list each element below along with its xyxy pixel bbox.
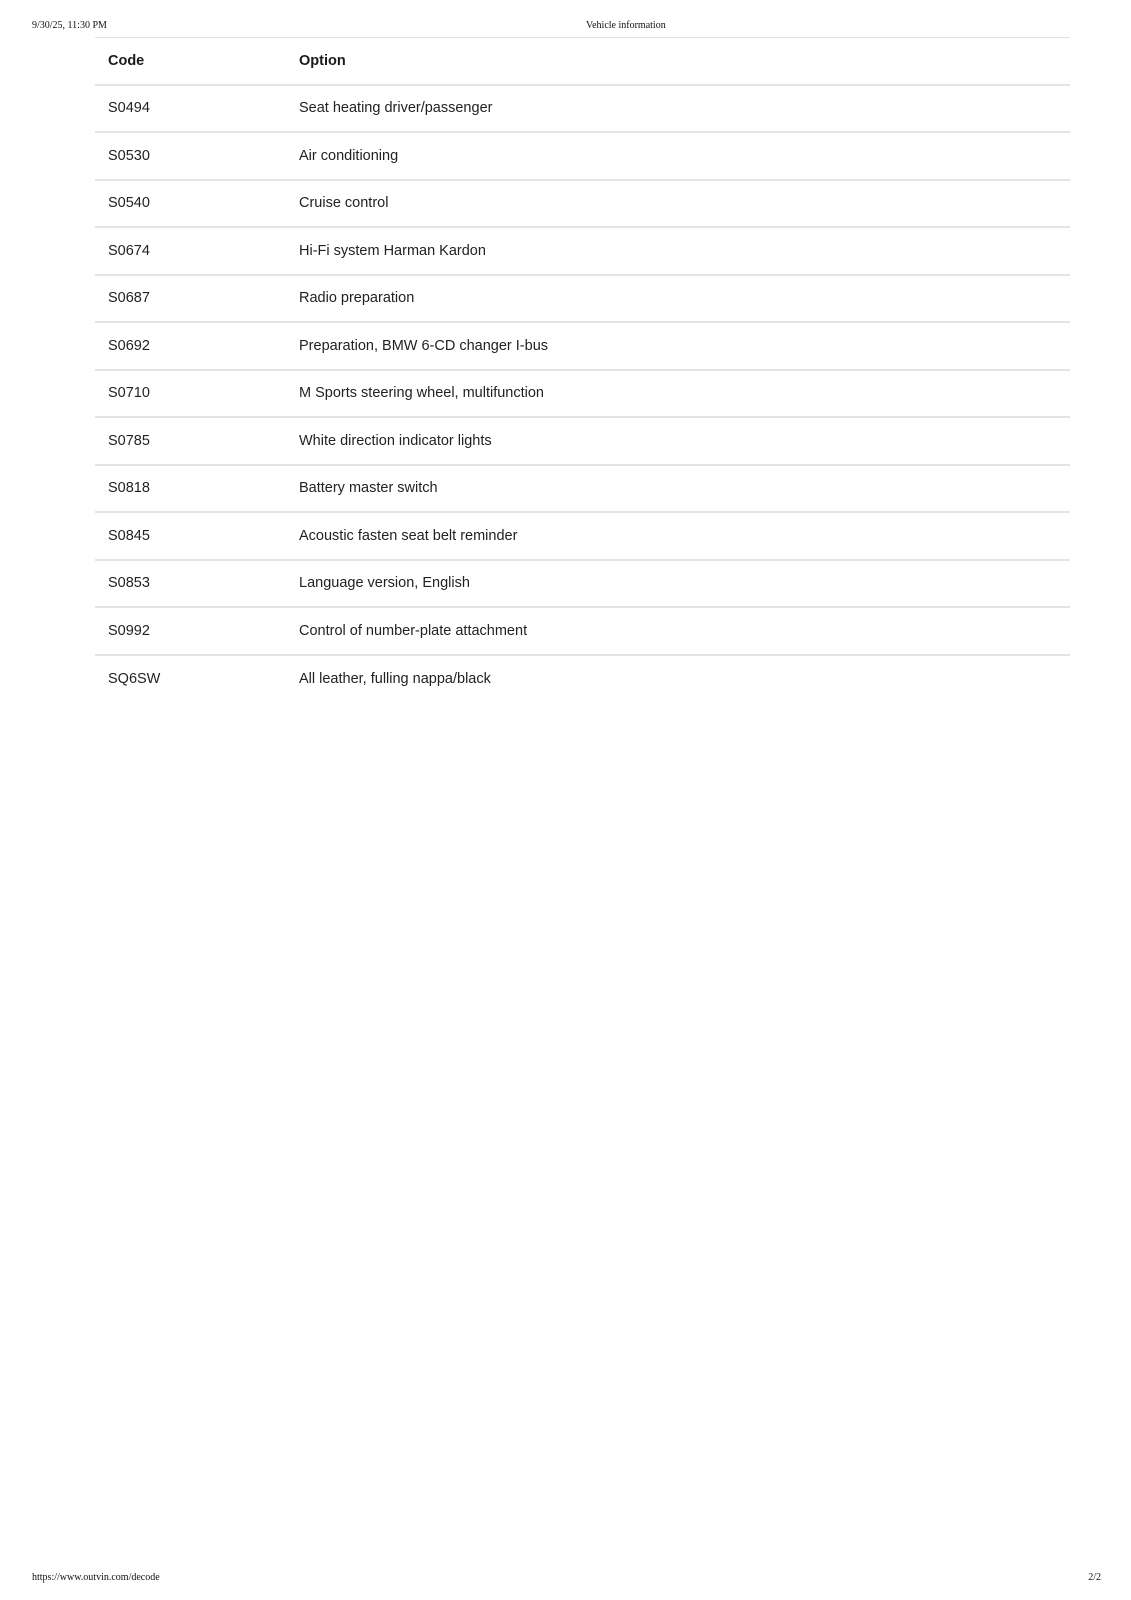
print-page-title: Vehicle information — [586, 20, 666, 31]
option-description: Seat heating driver/passenger — [299, 100, 493, 117]
option-code: S0530 — [108, 147, 150, 164]
option-code: S0785 — [108, 432, 150, 449]
table-row — [95, 323, 1070, 371]
table-header-row — [95, 38, 1070, 86]
option-code: S0992 — [108, 622, 150, 639]
table-row — [95, 86, 1070, 134]
option-description: White direction indicator lights — [299, 432, 492, 449]
option-description: Language version, English — [299, 575, 470, 592]
option-description: Radio preparation — [299, 290, 415, 307]
print-page-number: 2/2 — [1088, 1572, 1101, 1583]
table-row — [95, 513, 1070, 561]
table-row — [95, 228, 1070, 276]
option-code: S0853 — [108, 575, 150, 592]
option-description: All leather, fulling nappa/black — [299, 671, 491, 688]
option-description: Hi-Fi system Harman Kardon — [299, 242, 486, 259]
table-row — [95, 181, 1070, 229]
column-header-code: Code — [108, 52, 145, 69]
table-row — [95, 276, 1070, 324]
table-row — [95, 371, 1070, 419]
column-header-option: Option — [299, 52, 346, 69]
option-code: S0687 — [108, 290, 150, 307]
option-code: S0674 — [108, 242, 150, 259]
option-description: Cruise control — [299, 195, 389, 212]
options-table — [95, 37, 1070, 703]
option-code: S0494 — [108, 100, 150, 117]
table-row — [95, 418, 1070, 466]
option-code: S0818 — [108, 480, 150, 497]
print-datetime: 9/30/25, 11:30 PM — [32, 20, 107, 31]
option-code: SQ6SW — [108, 671, 161, 688]
table-row — [95, 561, 1070, 609]
option-description: Battery master switch — [299, 480, 438, 497]
table-row — [95, 656, 1070, 704]
print-url: https://www.outvin.com/decode — [32, 1572, 160, 1583]
option-description: Preparation, BMW 6-CD changer I-bus — [299, 337, 549, 354]
option-description: M Sports steering wheel, multifunction — [299, 385, 544, 402]
option-description: Air conditioning — [299, 147, 399, 164]
table-row — [95, 466, 1070, 514]
option-code: S0710 — [108, 385, 150, 402]
table-row — [95, 608, 1070, 656]
option-description: Acoustic fasten seat belt reminder — [299, 527, 518, 544]
option-description: Control of number-plate attachment — [299, 622, 528, 639]
option-code: S0692 — [108, 337, 150, 354]
table-row — [95, 133, 1070, 181]
option-code: S0845 — [108, 527, 150, 544]
option-code: S0540 — [108, 195, 150, 212]
